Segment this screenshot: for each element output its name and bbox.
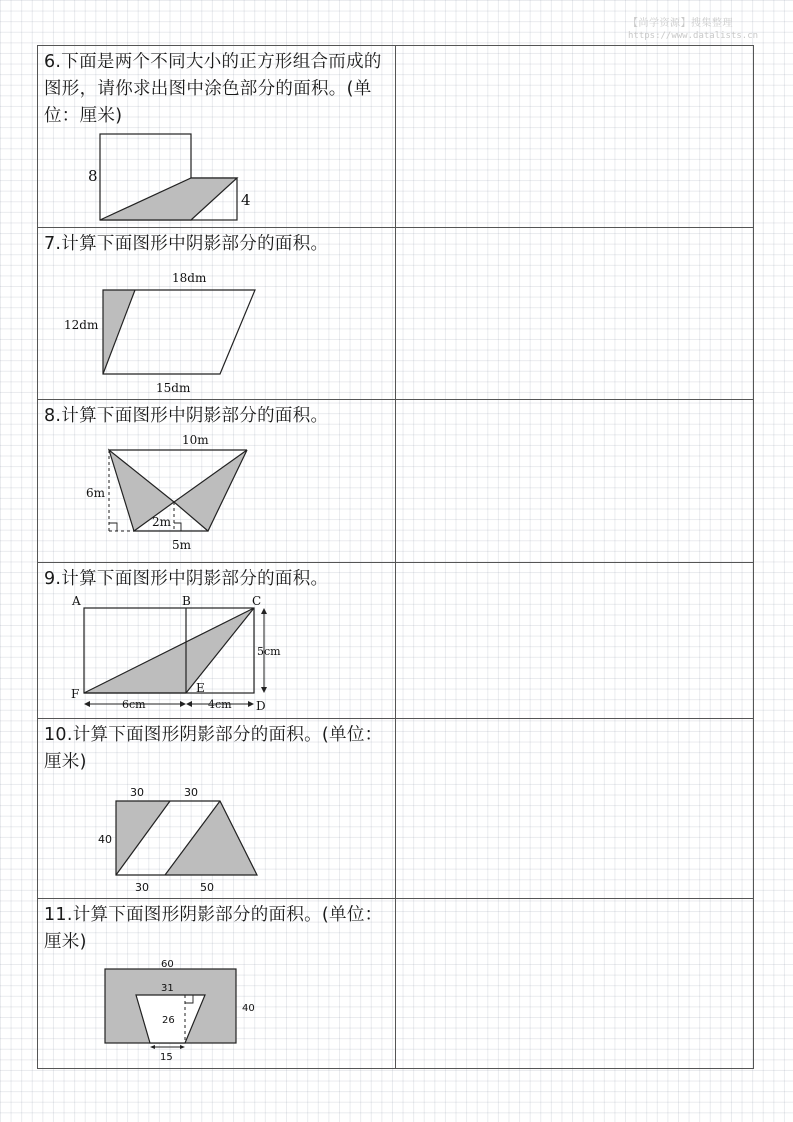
arrow-right-1 <box>180 701 186 707</box>
watermark-title: 【尚学资源】搜集整理 <box>628 18 733 29</box>
question-cell <box>38 46 396 228</box>
label-height: 5cm <box>257 645 281 658</box>
figure-bowtie <box>38 400 395 563</box>
question-number: 6. <box>44 52 62 72</box>
problem-row <box>38 400 754 563</box>
arrow-right <box>180 1045 185 1049</box>
problem-row <box>38 228 754 400</box>
answer-cell[interactable] <box>396 228 754 400</box>
label-rect-width: 60 <box>161 959 174 970</box>
answer-cell[interactable] <box>396 46 754 228</box>
question-number: 7. <box>44 234 62 254</box>
question-body: 下面是两个不同大小的正方形组合而成的图形，请你求出图中涂色部分的面积。(单位：厘米) <box>44 52 382 126</box>
label-fe-length: 6cm <box>122 698 146 711</box>
label-b: B <box>182 594 191 608</box>
question-cell <box>38 719 396 899</box>
shaded-right-triangle <box>165 801 257 875</box>
label-bottom: 5m <box>172 538 192 552</box>
question-cell <box>38 899 396 1069</box>
watermark <box>628 14 788 41</box>
figure-trapezoid <box>38 719 395 899</box>
answer-cell[interactable] <box>396 719 754 899</box>
label-ed-length: 4cm <box>208 698 232 711</box>
label-top: 10m <box>182 433 209 447</box>
label-bottom-right: 50 <box>200 881 214 894</box>
label-rect-height: 40 <box>242 1003 255 1014</box>
arrow-left-1 <box>84 701 90 707</box>
question-body: 计算下面图形中阴影部分的面积。 <box>61 406 329 426</box>
arrow-up <box>261 608 267 614</box>
answer-cell[interactable] <box>396 400 754 563</box>
answer-cell[interactable] <box>396 563 754 719</box>
worksheet-table <box>37 45 754 1069</box>
arrow-left-2 <box>186 701 192 707</box>
figure-rect-with-trapezoid <box>38 899 395 1069</box>
label-height: 6m <box>86 486 106 500</box>
label-f: F <box>71 687 80 701</box>
figure-squares <box>38 46 395 228</box>
figure-rectangle <box>38 563 395 719</box>
problem-row <box>38 46 754 228</box>
label-trapezoid-height: 26 <box>162 1015 175 1026</box>
label-e: E <box>196 681 205 695</box>
watermark-url: https://www.datalists.cn <box>628 31 759 41</box>
arrow-left <box>150 1045 155 1049</box>
label-trapezoid-top: 31 <box>161 983 174 994</box>
label-bottom: 15dm <box>156 381 191 395</box>
shaded-region <box>100 178 237 220</box>
label-top: 18dm <box>172 271 207 285</box>
question-number: 10. <box>44 725 73 745</box>
answer-cell[interactable] <box>396 899 754 1069</box>
label-c: C <box>252 594 262 608</box>
question-cell <box>38 228 396 400</box>
label-height: 12dm <box>64 318 99 332</box>
shaded-triangle <box>84 608 254 693</box>
right-angle-marker <box>109 523 117 531</box>
arrow-down <box>261 687 267 693</box>
problem-row <box>38 719 754 899</box>
arrow-right-2 <box>248 701 254 707</box>
label-bottom-left: 30 <box>135 881 149 894</box>
question-body: 计算下面图形阴影部分的面积。(单位：厘米) <box>44 905 383 952</box>
shaded-right-triangle <box>174 450 247 531</box>
label-d: D <box>256 699 266 713</box>
problem-row <box>38 563 754 719</box>
figure-parallelogram <box>38 228 395 400</box>
question-number: 8. <box>44 406 62 426</box>
question-number: 11. <box>44 905 73 925</box>
question-cell <box>38 563 396 719</box>
label-top-right: 30 <box>184 786 198 799</box>
question-body: 计算下面图形中阴影部分的面积。 <box>61 569 329 589</box>
problem-row <box>38 899 754 1069</box>
label-height: 40 <box>98 833 112 846</box>
question-body: 计算下面图形阴影部分的面积。(单位：厘米) <box>44 725 383 772</box>
question-body: 计算下面图形中阴影部分的面积。 <box>61 234 329 254</box>
label-trapezoid-bottom: 15 <box>160 1052 173 1063</box>
question-cell <box>38 400 396 563</box>
label-inner-height: 2m <box>152 515 172 529</box>
label-a: A <box>72 594 81 608</box>
question-number: 9. <box>44 569 62 589</box>
label-top-left: 30 <box>130 786 144 799</box>
label-side-small: 4 <box>241 191 251 209</box>
inner-right-angle <box>174 523 181 531</box>
label-side-large: 8 <box>88 167 98 185</box>
